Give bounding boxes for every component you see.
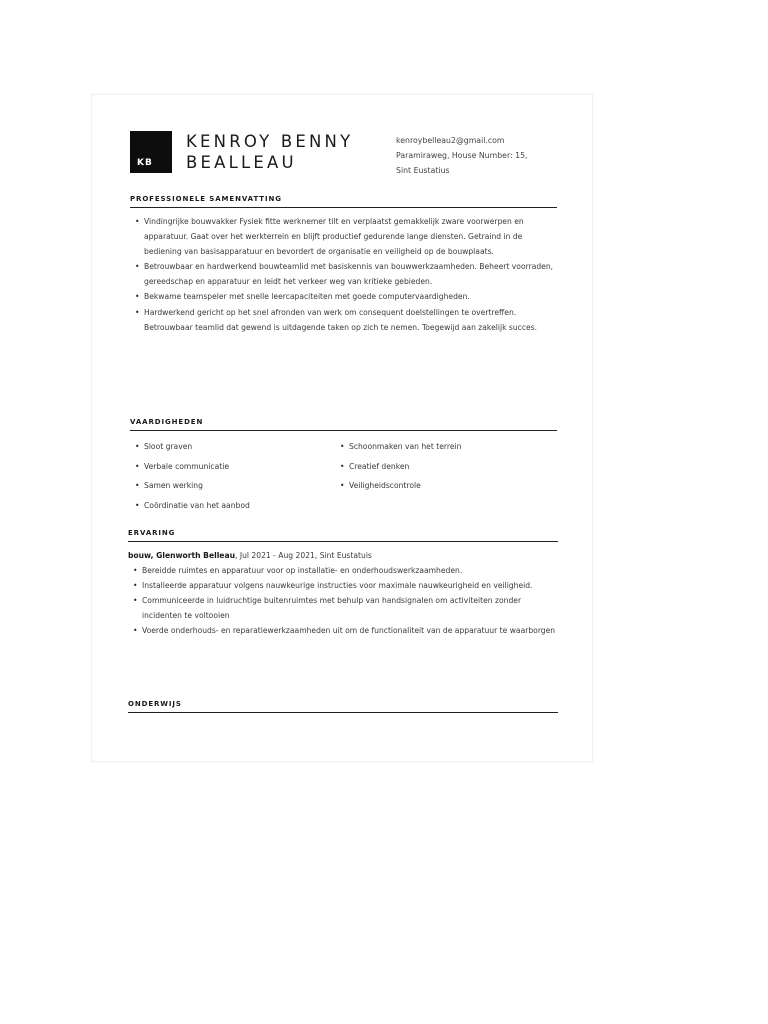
summary-list — [130, 214, 557, 335]
resume-page — [91, 94, 593, 762]
experience-item: • Voerde onderhouds- en reparatiewerkzaamheden uit om de functionaliteit van de apparatuur te waarborgen — [128, 623, 558, 638]
experience-section — [128, 529, 558, 638]
skills-grid — [130, 437, 557, 515]
name-line-2: BEALLEAU — [186, 153, 297, 172]
summary-heading: PROFESSIONELE SAMENVATTING — [130, 195, 557, 208]
summary-item: • Hardwerkend gericht op het snel afronden van werk om consequent doelstellingen te overtreffen. Betrouwbaar teamlid dat gewend is uitdagende taken op zich te nemen. Toegewijd aan zakelijk succes. — [130, 305, 557, 335]
experience-item: • Installeerde apparatuur volgens nauwkeurige instructies voor maximale nauwkeurigheid en veiligheid. — [128, 578, 558, 593]
contact-address: Paramiraweg, House Number: 15, — [396, 151, 528, 160]
skill-item: • Creatief denken — [335, 457, 540, 477]
experience-list — [128, 563, 558, 638]
skills-left-column — [130, 437, 335, 515]
job-details: , Jul 2021 - Aug 2021, Sint Eustatuis — [235, 551, 372, 560]
skill-item: • Sloot graven — [130, 437, 335, 457]
skill-item: • Verbale communicatie — [130, 457, 335, 477]
skill-item: • Veiligheidscontrole — [335, 476, 540, 496]
skills-section — [130, 418, 557, 515]
candidate-name — [186, 131, 353, 173]
experience-item: • Bereidde ruimtes en apparatuur voor op installatie- en onderhoudswerkzaamheden. — [128, 563, 558, 578]
skill-item: • Coördinatie van het aanbod — [130, 496, 335, 516]
contact-location: Sint Eustatius — [396, 166, 450, 175]
skills-right-column — [335, 437, 540, 515]
job-title-line — [128, 548, 558, 563]
contact-email: kenroybelleau2@gmail.com — [396, 136, 505, 145]
experience-heading: ERVARING — [128, 529, 558, 542]
skills-heading: VAARDIGHEDEN — [130, 418, 557, 431]
initials-logo — [130, 131, 172, 173]
summary-item: • Bekwame teamspeler met snelle leercapaciteiten met goede computervaardigheden. — [130, 289, 557, 304]
summary-item: • Betrouwbaar en hardwerkend bouwteamlid met basiskennis van bouwwerkzaamheden. Beheert voorraden, gereedschap en apparatuur en leidt het verkeer weg van kritieke gebieden. — [130, 259, 557, 289]
summary-section — [130, 195, 557, 335]
summary-item: • Vindingrijke bouwvakker Fysiek fitte werknemer tilt en verplaatst gemakkelijk zware voorwerpen en apparatuur. Gaat over het werkterrein en blijft productief gedurende lange diensten. Getraind in de bediening van basisapparatuur en bevordert de organisatie en veiligheid op de bouwplaats. — [130, 214, 557, 259]
education-heading: ONDERWIJS — [128, 700, 558, 713]
initials-text: KB — [137, 158, 153, 168]
name-line-1: KENROY BENNY — [186, 132, 354, 151]
skill-item: • Samen werking — [130, 476, 335, 496]
education-section — [128, 700, 558, 713]
skill-item: • Schoonmaken van het terrein — [335, 437, 540, 457]
job-role-company: bouw, Glenworth Belleau — [128, 551, 235, 560]
experience-item: • Communiceerde in luidruchtige buitenruimtes met behulp van handsignalen om activiteiten zonder incidenten te voltooien — [128, 593, 558, 623]
contact-block — [396, 133, 528, 178]
